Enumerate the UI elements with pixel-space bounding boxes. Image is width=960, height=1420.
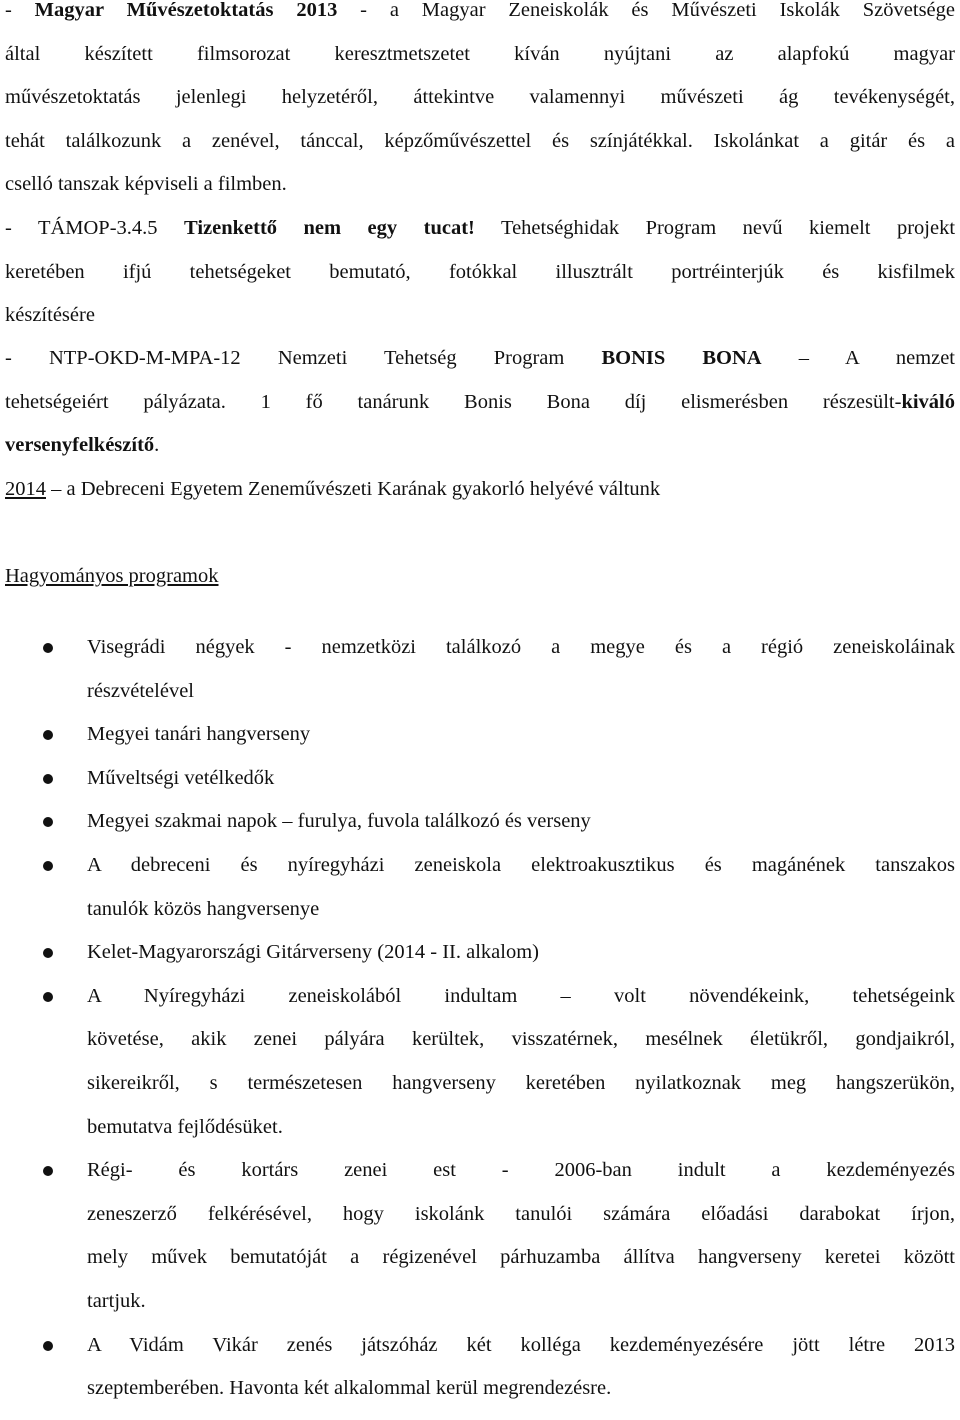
list-item-text: sikereikről, s természetesen hangverseny keretében nyilatkoznak meg hangszerükön, [87,1071,955,1094]
list-item [0,931,960,975]
bullet-icon [43,774,53,784]
list-item-text: Régi- és kortárs zenei est - 2006-ban indult a kezdeményezés [87,1159,955,1182]
text-line: cselló tanszak képviseli a filmben. [5,173,287,196]
list-item-text: Kelet-Magyarországi Gitárverseny (2014 - II. alkalom) [87,941,539,964]
list-item [0,626,960,713]
bullet-icon [43,643,53,653]
bullet-icon [43,861,53,871]
text-line: - NTP-OKD-M-MPA-12 Nemzeti Tehetség Program BONIS BONA – A nemzet [5,347,955,369]
list-item-text: A Nyíregyházi zeneiskolából indultam – volt növendékeink, tehetségeink [87,984,955,1007]
bullet-icon [43,1341,53,1351]
section-heading: Hagyományos programok [5,565,219,587]
list-item-text: szeptemberében. Havonta két alkalommal kerül megrendezésre. [87,1377,612,1400]
text-line: versenyfelkészítő. [5,434,160,457]
list-item-text: A debreceni és nyíregyházi zeneiskola elektroakusztikus és magánének tanszakos [87,853,955,876]
text-line: - Magyar Művészetoktatás 2013 - a Magyar Zeneiskolák és Művészeti Iskolák Szövetsége [5,0,955,21]
paragraph-2014 [5,468,955,512]
list-item [0,1324,960,1411]
text-line: által készített filmsorozat keresztmetszetet kíván nyújtani az alapfokú magyar [5,42,955,65]
bullet-icon [43,992,53,1002]
paragraph-magyar-muveszetoktatas [5,0,955,207]
text-line: tehetségeiért pályázata. 1 fő tanárunk Bonis Bona díj elismerésben részesült-kiváló [5,390,955,413]
list-item [0,1149,960,1323]
text-line: - TÁMOP-3.4.5 Tizenkettő nem egy tucat! Tehetséghidak Program nevű kiemelt projekt [5,217,955,239]
list-item-text: A Vidám Vikár zenés játszóház két kolléga kezdeményezésére jött létre 2013 [87,1333,955,1356]
list-item [0,757,960,801]
list-item-text: tanulók közös hangversenye [87,897,320,920]
year-label: 2014 [5,478,46,500]
list-item-text: tartjuk. [87,1289,146,1312]
list-item-text: Műveltségi vetélkedők [87,766,275,789]
text-line: 2014 – a Debreceni Egyetem Zeneművészeti Karának gyakorló helyévé váltunk [5,478,661,500]
text-line: tehát találkozunk a zenével, tánccal, képzőművészettel és színjátékkal. Iskolánkat a gitár és a [5,129,955,152]
text-line: készítésére [5,304,95,327]
bullet-icon [43,817,53,827]
list-item [0,844,960,931]
text-line: keretében ifjú tehetségeket bemutató, fotókkal illusztrált portréinterjúk és kisfilmek [5,260,955,283]
list-item-text: mely művek bemutatóját a régizenével párhuzamba állítva hangverseny keretei között [87,1246,955,1269]
bullet-icon [43,948,53,958]
programs-list [0,626,960,1411]
list-item-text: Megyei szakmai napok – furulya, fuvola találkozó és verseny [87,810,591,833]
list-item [0,713,960,757]
list-item-text: Visegrádi négyek - nemzetközi találkozó a megye és a régió zeneiskoláinak [87,636,955,658]
text-line: művészetoktatás jelenlegi helyzetéről, áttekintve valamennyi művészeti ág tevékenységét, [5,86,955,109]
list-item [0,975,960,1149]
bullet-icon [43,730,53,740]
paragraph-tamop [5,207,955,338]
list-item-text: Megyei tanári hangverseny [87,723,311,746]
list-item-text: zeneszerző felkérésével, hogy iskolánk tanulói számára előadási darabokat írjon, [87,1202,955,1225]
list-item-text: bemutatva fejlődésüket. [87,1115,283,1138]
paragraph-ntp [5,337,955,468]
bullet-icon [43,1166,53,1176]
list-item [0,800,960,844]
list-item-text: részvételével [87,679,194,702]
list-item-text: követése, akik zenei pályára kerültek, visszatérnek, mesélnek életükről, gondjaikról, [87,1028,955,1051]
